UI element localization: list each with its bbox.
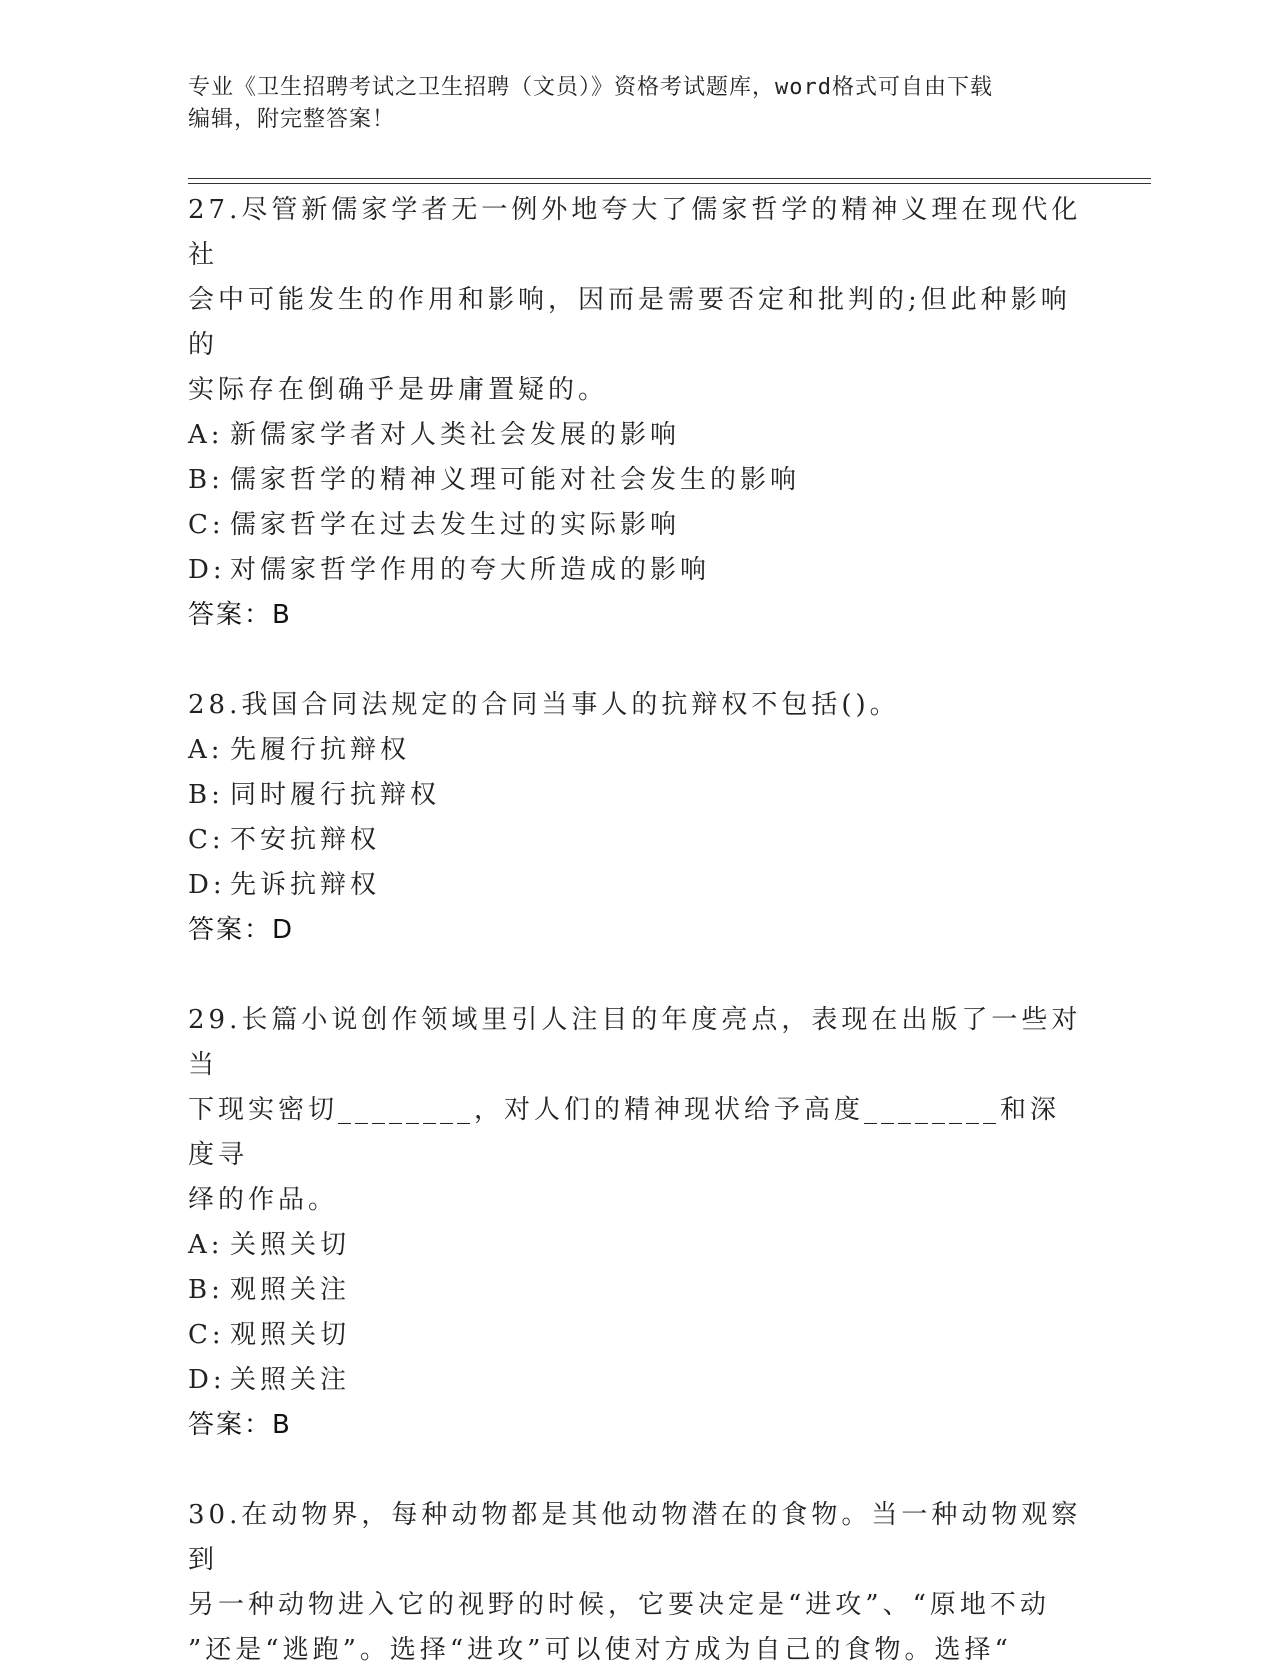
question-stem-line: 另一种动物进入它的视野的时候，它要决定是“进攻”、“原地不动 [188, 1590, 1050, 1620]
question-28 [188, 683, 1088, 953]
question-29 [188, 998, 1088, 1448]
answer-label: 答案：B [188, 600, 292, 630]
option-d: D: 对儒家哲学作用的夸大所造成的影响 [188, 555, 711, 585]
question-spacer [188, 953, 1088, 998]
header-line-1: 专业《卫生招聘考试之卫生招聘（文员）》资格考试题库，word格式可自由下载 [188, 75, 993, 100]
questions-list [188, 188, 1088, 1673]
option-d: D: 先诉抗辩权 [188, 870, 381, 900]
option-b: B: 儒家哲学的精神义理可能对社会发生的影响 [188, 465, 801, 495]
question-stem-line: ”还是“逃跑”。选择“进攻”可以使对方成为自己的食物。选择“ [188, 1635, 1012, 1665]
answer-label: 答案：D [188, 915, 295, 945]
question-stem-line: 30.在动物界，每种动物都是其他动物潜在的食物。当一种动物观察到 [188, 1500, 1082, 1575]
question-stem-line: 绎的作品。 [188, 1185, 339, 1215]
header-divider-top [188, 178, 1151, 179]
question-stem-line: 28.我国合同法规定的合同当事人的抗辩权不包括()。 [188, 690, 900, 720]
question-stem-line: 27.尽管新儒家学者无一例外地夸大了儒家哲学的精神义理在现代化社 [188, 195, 1082, 270]
question-stem-line: 实际存在倒确乎是毋庸置疑的。 [188, 375, 609, 405]
question-27 [188, 188, 1088, 638]
option-b: B: 观照关注 [188, 1275, 351, 1305]
question-spacer [188, 638, 1088, 683]
option-a: A: 关照关切 [188, 1230, 351, 1260]
option-d: D: 关照关注 [188, 1365, 351, 1395]
option-a: A: 新儒家学者对人类社会发展的影响 [188, 420, 681, 450]
answer-label: 答案：B [188, 1410, 292, 1440]
document-header [188, 72, 1068, 136]
option-c: C: 不安抗辩权 [188, 825, 381, 855]
header-divider-bottom [188, 183, 1151, 184]
question-stem-line: 下现实密切________，对人们的精神现状给予高度________和深度寻 [188, 1095, 1061, 1170]
option-a: A: 先履行抗辩权 [188, 735, 411, 765]
option-c: C: 儒家哲学在过去发生过的实际影响 [188, 510, 681, 540]
question-stem-line: 会中可能发生的作用和影响，因而是需要否定和批判的;但此种影响的 [188, 285, 1071, 360]
header-line-2: 编辑，附完整答案！ [188, 107, 396, 132]
option-c: C: 观照关切 [188, 1320, 351, 1350]
question-30 [188, 1493, 1088, 1673]
question-spacer [188, 1448, 1088, 1493]
question-stem-line: 29.长篇小说创作领域里引人注目的年度亮点，表现在出版了一些对当 [188, 1005, 1082, 1080]
option-b: B: 同时履行抗辩权 [188, 780, 441, 810]
